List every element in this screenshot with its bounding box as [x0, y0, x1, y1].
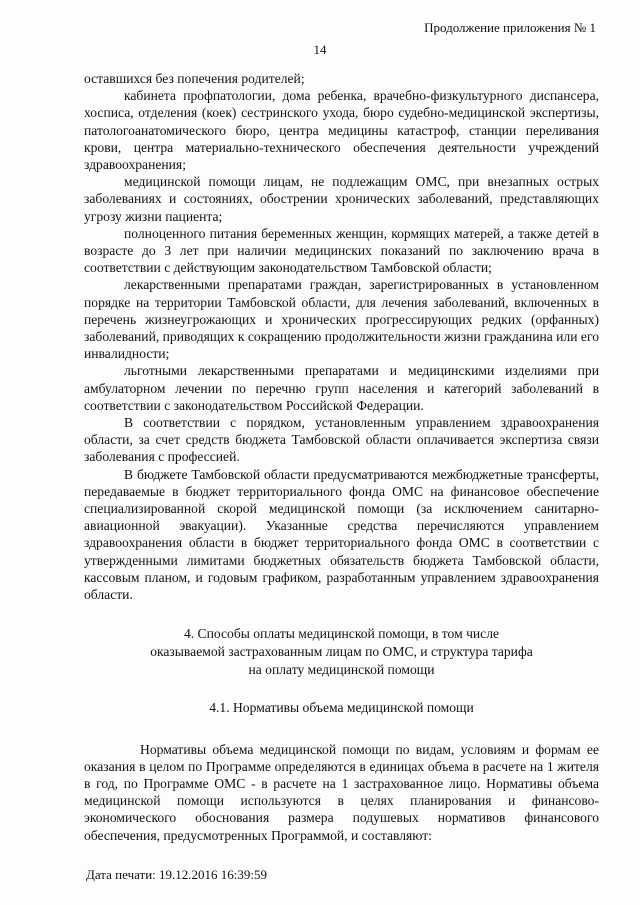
subsection-title: 4.1. Нормативы объема медицинской помощи [209, 700, 474, 716]
document-body [84, 70, 599, 844]
section-title-line: на оплату медицинской помощи [248, 662, 435, 678]
paragraph: Нормативы объема медицинской помощи по видам, условиям и формам ее оказания в целом по Программе определяются в единицах объема в расчете на 1 жителя в год, по Программе ОМС - в расчете на 1 застрахованное лицо. Нормативы объема медицинской помощи используются в целях планирования и финансово-экономического обоснования размера подушевых нормативов финансового обеспечения, предусмотренных Программой, и составляют: [84, 741, 599, 843]
paragraph: медицинской помощи лицам, не подлежащим ОМС, при внезапных острых заболеваниях и состояниях, обострении хронических заболеваний, представляющих угрозу жизни пациента; [84, 174, 599, 224]
paragraph: лекарственными препаратами граждан, зарегистрированных в установленном порядке на территории Тамбовской области, для лечения заболеваний, включенных в перечень жизнеугрожающих и хронических прогрессирующих редких (орфанных) заболеваний, приводящих к сокращению продолжительности жизни гражданина или его инвалидности; [84, 277, 599, 362]
section-title-line: 4. Способы оплаты медицинской помощи, в том числе [183, 626, 500, 642]
paragraph: полноценного питания беременных женщин, кормящих матерей, а также детей в возрасте до 3 лет при наличии медицинских показаний по заключению врача в соответствии с действующим законодательством Тамбовской области; [84, 225, 599, 276]
page-number: 14 [313, 42, 327, 57]
paragraph: оставшихся без попечения родителей; [84, 71, 305, 86]
section-title [84, 625, 599, 679]
section-title-line: оказываемой застрахованным лицам по ОМС, и структура тарифа [150, 644, 533, 660]
paragraph: кабинета профпатологии, дома ребенка, врачебно-физкультурного диспансера, хосписа, отделения (коек) сестринского ухода, бюро судебно-медицинской экспертизы, патологоанатомического бюро, центра медицины катастроф, станции переливания крови, центра материально-технического обеспечения деятельности учреждений здравоохранения; [84, 88, 599, 173]
paragraph: льготными лекарственными препаратами и медицинскими изделиями при амбулаторном лечении по перечню групп населения и категорий заболеваний в соответствии с законодательством Российской Федерации. [84, 363, 599, 413]
paragraph: В соответствии с порядком, установленным управлением здравоохранения области, за счет средств бюджета Тамбовской области оплачивается экспертиза связи заболевания с профессией. [84, 415, 599, 465]
appendix-header: Продолжение приложения № 1 [424, 20, 596, 35]
paragraph: В бюджете Тамбовской области предусматриваются межбюджетные трансферты, передаваемые в бюджет территориального фонда ОМС на финансовое обеспечение специализированной скорой медицинской помощи (за исключением санитарно-авиационной эвакуации). Указанные средства перечисляются управлением здравоохранения области в бюджет территориального фонда ОМС в соответствии с утвержденными лимитами бюджетных обязательств бюджета Тамбовской области, кассовым планом, и годовым графиком, разработанным управлением здравоохранения области. [84, 466, 599, 603]
print-date-footer: Дата печати: 19.12.2016 16:39:59 [86, 867, 268, 882]
